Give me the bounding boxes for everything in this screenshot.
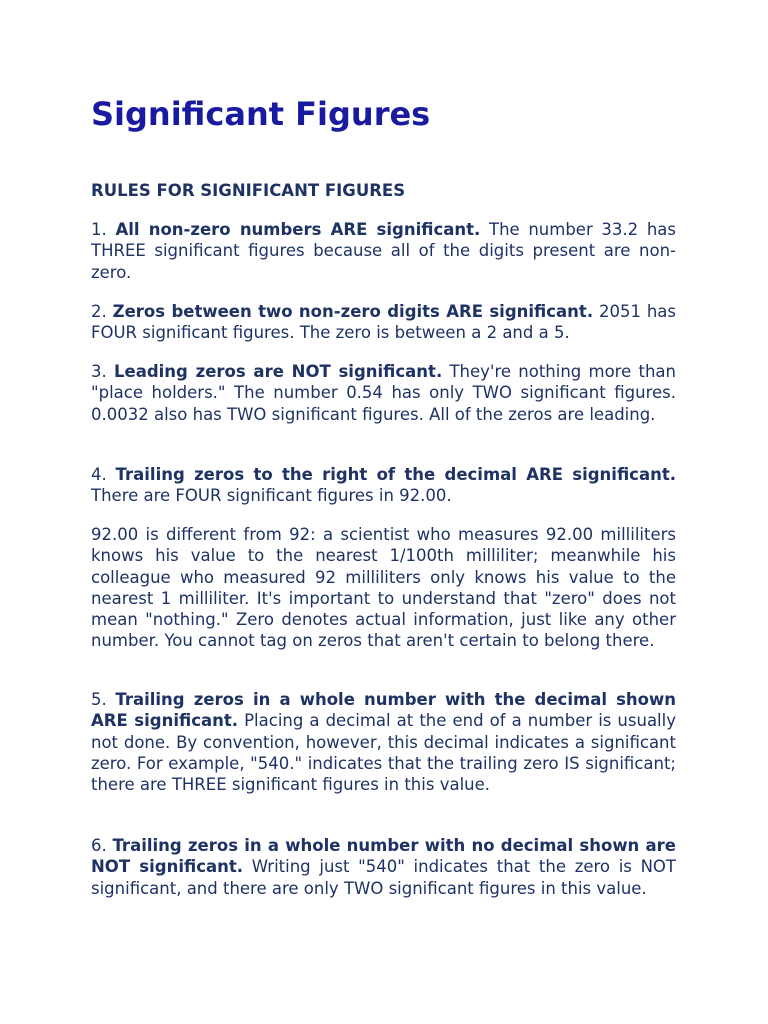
- rule-5-statement: Trailing zeros in a whole number with the decimal shown ARE significant.: [91, 690, 676, 731]
- rule-4-statement: Trailing zeros to the right of the decimal ARE significant.: [115, 465, 676, 484]
- rule-6-statement: Trailing zeros in a whole number with no decimal shown are NOT significant.: [91, 836, 676, 877]
- rule-1-number: 1.: [91, 220, 107, 239]
- rule-6-number: 6.: [91, 836, 107, 855]
- rule-5-text: Placing a decimal at the end of a number is usually not done. By convention, however, this decimal indicates a significant zero. For example, "540." indicates that the trailing zero IS significant; there are THREE significant figures in this value.: [91, 711, 676, 795]
- rule-4-number: 4.: [91, 465, 107, 484]
- rule-1-paragraph: [91, 219, 676, 283]
- section-heading: RULES FOR SIGNIFICANT FIGURES: [91, 181, 406, 200]
- rule-5-paragraph: [91, 689, 676, 795]
- rule-2-statement: Zeros between two non-zero digits ARE significant.: [112, 302, 594, 321]
- rule-4-paragraph: [91, 464, 676, 507]
- rule-4-text: There are FOUR significant figures in 92.00.: [91, 486, 452, 506]
- rule-1-statement: All non-zero numbers ARE significant.: [115, 220, 481, 239]
- rule-3-paragraph: [91, 361, 676, 425]
- rule-3-text: They're nothing more than "place holders." The number 0.54 has only TWO significant figures. 0.0032 also has TWO significant figures. All of the zeros are leading.: [91, 362, 676, 424]
- rule-2-number: 2.: [91, 302, 107, 321]
- rule-1-text: The number 33.2 has THREE significant figures because all of the digits present are non-zero.: [91, 220, 676, 282]
- rule-3-number: 3.: [91, 362, 107, 381]
- rule-6-text: Writing just "540" indicates that the zero is NOT significant, and there are only TWO significant figures in this value.: [91, 857, 677, 898]
- rule-3-statement: Leading zeros are NOT significant.: [114, 362, 443, 381]
- page-title: Significant Figures: [91, 95, 431, 133]
- rule-2-paragraph: [91, 301, 676, 344]
- rule-5-number: 5.: [91, 690, 107, 709]
- explanation-paragraph: 92.00 is different from 92: a scientist who measures 92.00 milliliters knows his value to the nearest 1/100th milliliter; meanwhile his colleague who measured 92 milliliters only knows his value to the nearest 1 milliliter. It's important to understand that "zero" does not mean "nothing." Zero denotes actual information, just like any other number. You cannot tag on zeros that aren't certain to belong there.: [91, 525, 676, 651]
- rule-2-text: 2051 has FOUR significant figures. The zero is between a 2 and a 5.: [91, 302, 676, 343]
- rule-6-paragraph: [91, 835, 676, 899]
